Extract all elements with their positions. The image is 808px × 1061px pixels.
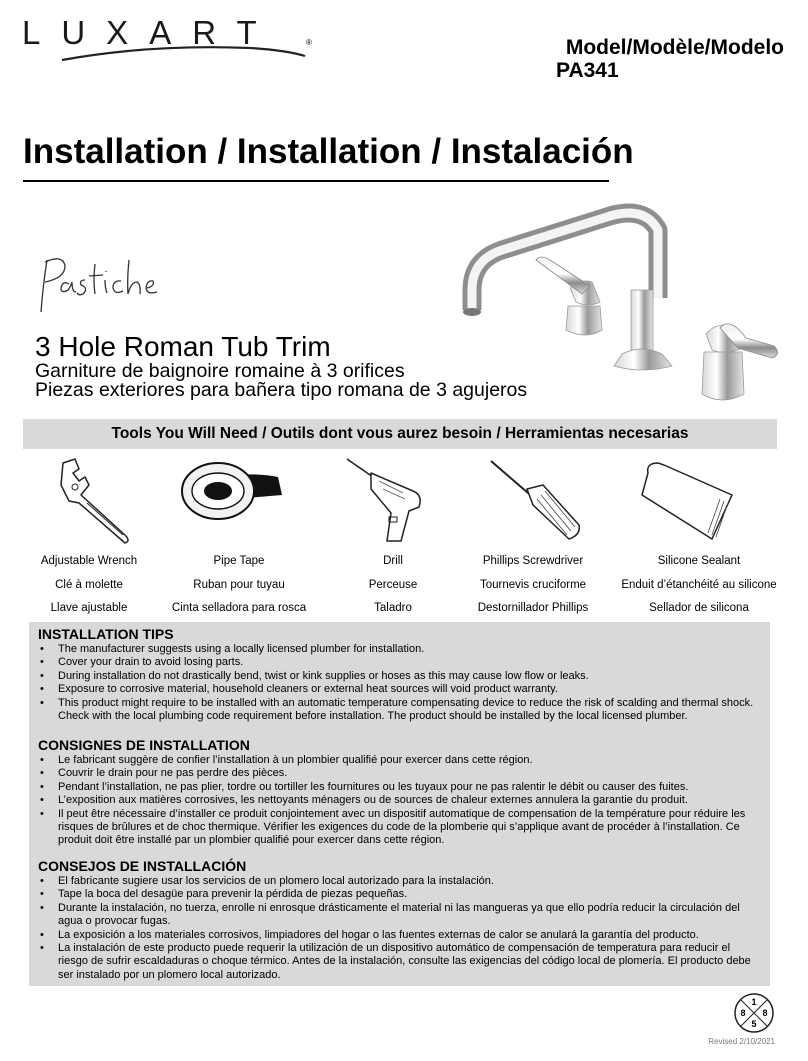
- screwdriver-icon: [483, 455, 583, 545]
- product-subtitle-es: Piezas exteriores para bañera tipo romana de 3 agujeros: [35, 379, 528, 401]
- tool-pipe-tape: [155, 455, 310, 525]
- tips-heading-en: INSTALLATION TIPS: [38, 626, 174, 642]
- tools-heading: Tools You Will Need / Outils dont vous aurez besoin / Herramientas necesarias: [23, 419, 777, 449]
- product-subtitle-fr: Garniture de baignoire romaine à 3 orifices: [35, 360, 405, 382]
- tool-drill: [310, 455, 465, 545]
- registered-mark: ®: [306, 38, 312, 47]
- badge-bottom: 5: [751, 1019, 757, 1029]
- badge-right: 8: [762, 1008, 768, 1018]
- tips-heading-es: CONSEJOS DE INSTALLACIÓN: [38, 858, 247, 874]
- list-item: • La exposición a los materiales corrosivos, limpiadores del hogar o las fuentes externas de calor se anulará la garantía del producto.: [38, 929, 763, 942]
- tool-label-fr: Ruban pour tuyau: [193, 579, 285, 591]
- tool-label-fr: Enduit d’étanchéité au silicone: [621, 579, 777, 591]
- tool-wrench: [20, 455, 175, 545]
- tool-label-en: Adjustable Wrench: [40, 555, 138, 567]
- tool-label-fr: Clé à molette: [55, 579, 123, 591]
- revision-date: Revised 2/10/2021: [708, 1037, 775, 1046]
- list-item: • Pendant l’installation, ne pas plier, tordre ou tortiller les fournitures ou les tuyaux pour ne pas ralentir le débit ou causer des fuites.: [38, 781, 763, 794]
- brand-swoosh-icon: [60, 42, 310, 64]
- tips-list-fr: [38, 754, 763, 848]
- list-item: • This product might require to be installed with an automatic temperature compensating device to reduce the risk of scalding and thermal shock. Check with the local plumbing code requirement before installation. The product should be installed by the local licensed plumber.: [38, 697, 763, 724]
- list-item: • L’exposition aux matières corrosives, les nettoyants ménagers ou de sources de chaleur externes annulera la garantie du produit.: [38, 794, 763, 807]
- brand-logo: LUXART: [22, 14, 278, 51]
- model-number: PA341: [556, 59, 619, 82]
- tool-label-es: Destornillador Phillips: [477, 602, 589, 614]
- tool-label-en: Drill: [383, 555, 403, 567]
- list-item: • Cover your drain to avoid losing parts.: [38, 656, 763, 669]
- tips-list-es: [38, 875, 763, 982]
- tool-screwdriver: [455, 455, 610, 545]
- faucet-image: [450, 198, 785, 413]
- tool-label-fr: Perceuse: [368, 579, 418, 591]
- tool-label-es: Sellador de silicona: [649, 602, 749, 614]
- list-item: • Exposure to corrosive material, household cleaners or external heat sources will void product warranty.: [38, 683, 763, 696]
- list-item: • During installation do not drastically bend, twist or kink supplies or hoses as this may cause low flow or leaks.: [38, 670, 763, 683]
- pipe-tape-icon: [178, 455, 288, 525]
- tool-label-es: Taladro: [374, 602, 412, 614]
- title-underline: [23, 180, 609, 182]
- tool-label-es: Cinta selladora para rosca: [171, 602, 307, 614]
- page-title: Installation / Installation / Instalación: [23, 132, 634, 171]
- list-item: • Durante la instalación, no tuerza, enrolle ni enrosque drásticamente el material ni las mangueras ya que ello podría reducir la circulación del agua o provocar fugas.: [38, 902, 763, 929]
- certification-badge-icon: [733, 992, 775, 1034]
- list-item: • Le fabricant suggère de confier l’installation à un plombier qualifié pour exercer dans cette région.: [38, 754, 763, 767]
- tool-label-es: Llave ajustable: [50, 602, 128, 614]
- badge-top: 1: [751, 997, 757, 1007]
- tool-sealant: [605, 455, 760, 545]
- model-label: Model/Modèle/Modelo: [565, 36, 784, 59]
- tool-label-en: Phillips Screwdriver: [482, 555, 584, 567]
- list-item: • El fabricante sugiere usar los servicios de un plomero local autorizado para la instalación.: [38, 875, 763, 888]
- list-item: • Couvrir le drain pour ne pas perdre des pièces.: [38, 767, 763, 780]
- tool-label-en: Pipe Tape: [213, 555, 265, 567]
- list-item: • La instalación de este producto puede requerir la utilización de un dispositivo automático de compensación de temperatura para reducir el riesgo de sufrir escaldaduras o choque térmico. Antes de la instalación, consulte las exigencias del código local de plomería. El producto debe ser instalado por un plomero local autorizado.: [38, 942, 763, 982]
- list-item: • Il peut être nécessaire d’installer ce produit conjointement avec un dispositif automatique de compensation de la température pour réduire les risques de brûlures et de choc thermique. Vérifier les exigences du code de la plomberie qui s’applique avant de procéder à l’installation. Ce produit doit être installé par un plombier qualifié pour exercer dans cette région.: [38, 808, 763, 848]
- collection-logo: [35, 250, 175, 320]
- tool-label-fr: Tournevis cruciforme: [479, 579, 587, 591]
- tips-heading-fr: CONSIGNES DE INSTALLATION: [38, 737, 250, 753]
- tips-list-en: [38, 643, 763, 723]
- list-item: • The manufacturer suggests using a locally licensed plumber for installation.: [38, 643, 763, 656]
- product-title: 3 Hole Roman Tub Trim: [35, 331, 331, 362]
- wrench-icon: [53, 455, 143, 545]
- list-item: • Tape la boca del desagüe para prevenir la pérdida de piezas pequeñas.: [38, 888, 763, 901]
- badge-left: 8: [740, 1008, 746, 1018]
- tool-label-en: Silicone Sealant: [657, 555, 741, 567]
- sealant-tube-icon: [628, 455, 738, 545]
- drill-icon: [343, 455, 433, 545]
